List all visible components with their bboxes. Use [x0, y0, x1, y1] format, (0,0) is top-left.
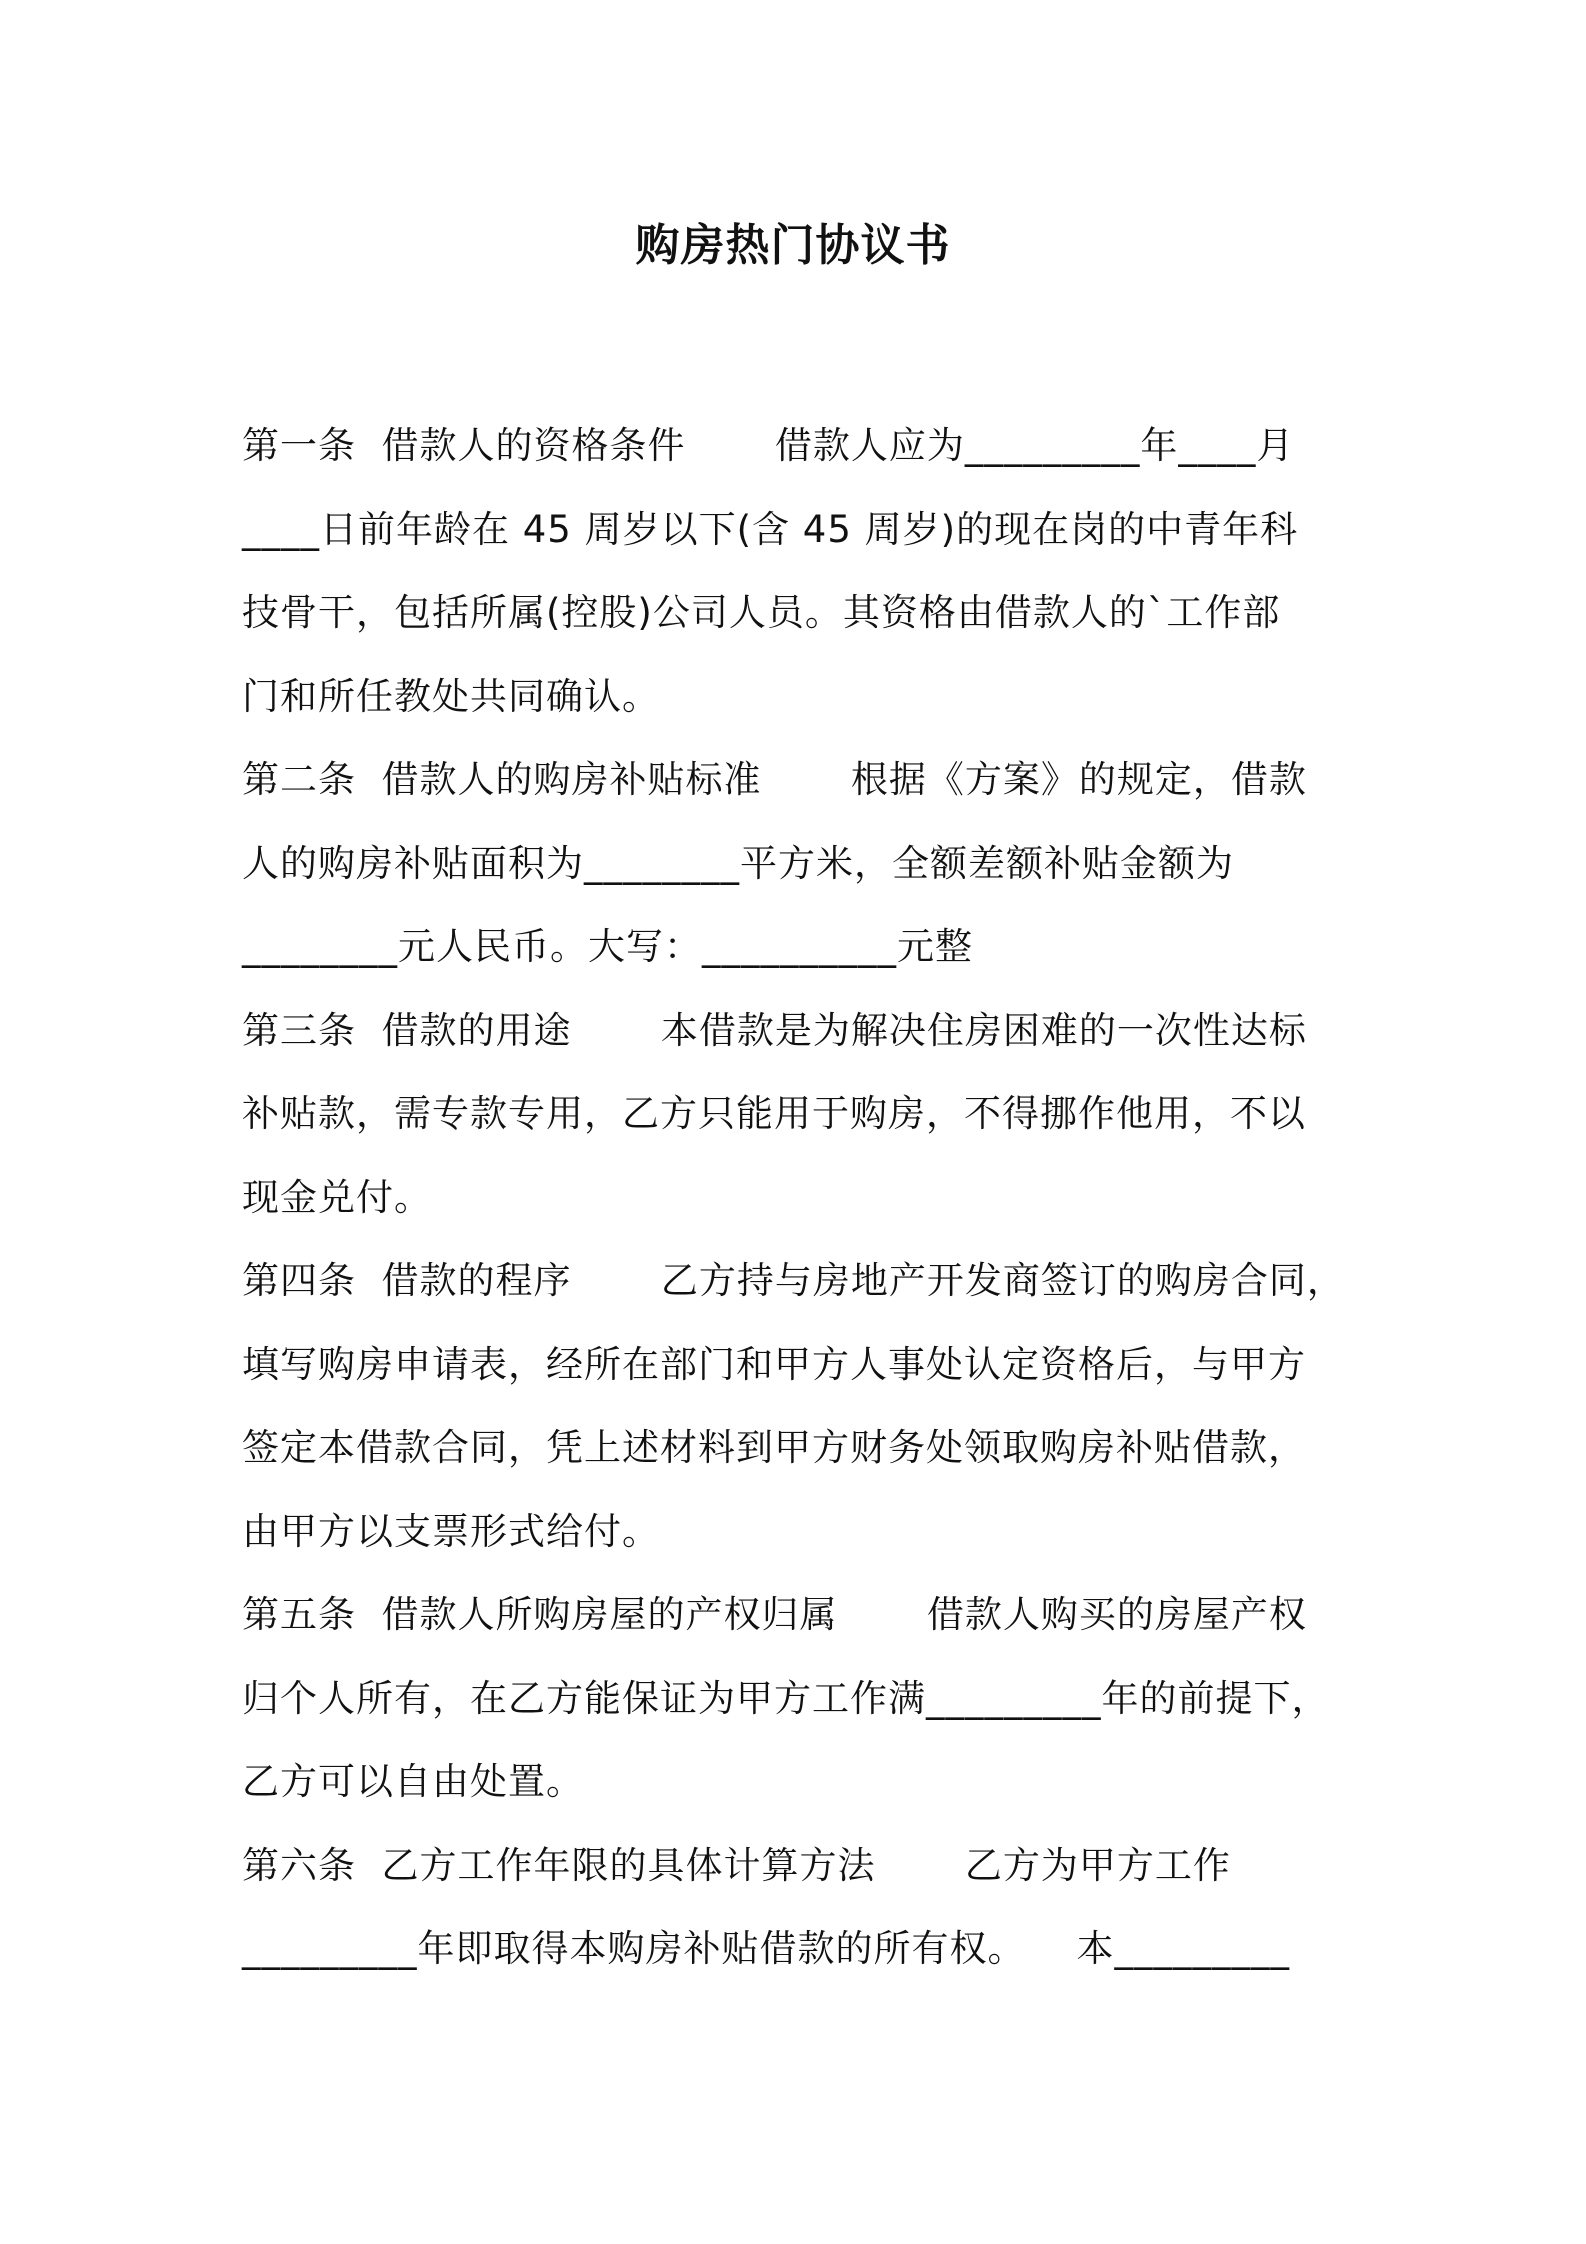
body-line: 归个人所有，在乙方能保证为甲方工作满_________年的前提下， — [242, 1676, 1330, 1720]
document-body — [242, 404, 1362, 1991]
body-line: 门和所任教处共同确认。 — [242, 674, 660, 718]
body-line: 第五条 借款人所购房屋的产权归属 借款人购买的房屋产权 — [242, 1593, 1307, 1636]
body-line: 签定本借款合同，凭上述材料到甲方财务处领取购房补贴借款， — [242, 1426, 1306, 1469]
body-line: 第二条 借款人的购房补贴标准 根据《方案》的规定，借款 — [242, 758, 1307, 801]
body-line: 由甲方以支票形式给付。 — [242, 1509, 660, 1553]
body-line: ____日前年龄在 45 周岁以下(含 45 周岁)的现在岗的中青年科 — [242, 507, 1299, 551]
body-line: ________元人民币。大写：__________元整 — [242, 925, 973, 968]
document-title: 购房热门协议书 — [635, 220, 951, 271]
body-line: 技骨干，包括所属(控股)公司人员。其资格由借款人的`工作部 — [242, 591, 1281, 634]
body-line: 第三条 借款的用途 本借款是为解决住房困难的一次性达标 — [242, 1008, 1307, 1052]
body-line: 填写购房申请表，经所在部门和甲方人事处认定资格后，与甲方 — [242, 1342, 1306, 1386]
body-line: 现金兑付。 — [242, 1175, 432, 1219]
body-line: _________年即取得本购房补贴借款的所有权。 本_________ — [242, 1927, 1291, 1970]
body-line: 人的购房补贴面积为________平方米，全额差额补贴金额为 — [242, 841, 1234, 885]
body-line: 补贴款，需专款专用，乙方只能用于购房，不得挪作他用，不以 — [242, 1092, 1306, 1135]
body-line: 第六条 乙方工作年限的具体计算方法 乙方为甲方工作 — [242, 1843, 1231, 1887]
body-line: 第四条 借款的程序 乙方持与房地产开发商签订的购房合同， — [242, 1259, 1345, 1302]
body-line: 乙方可以自由处置。 — [242, 1760, 584, 1803]
body-line: 第一条 借款人的资格条件 借款人应为_________年____月 — [242, 424, 1295, 467]
